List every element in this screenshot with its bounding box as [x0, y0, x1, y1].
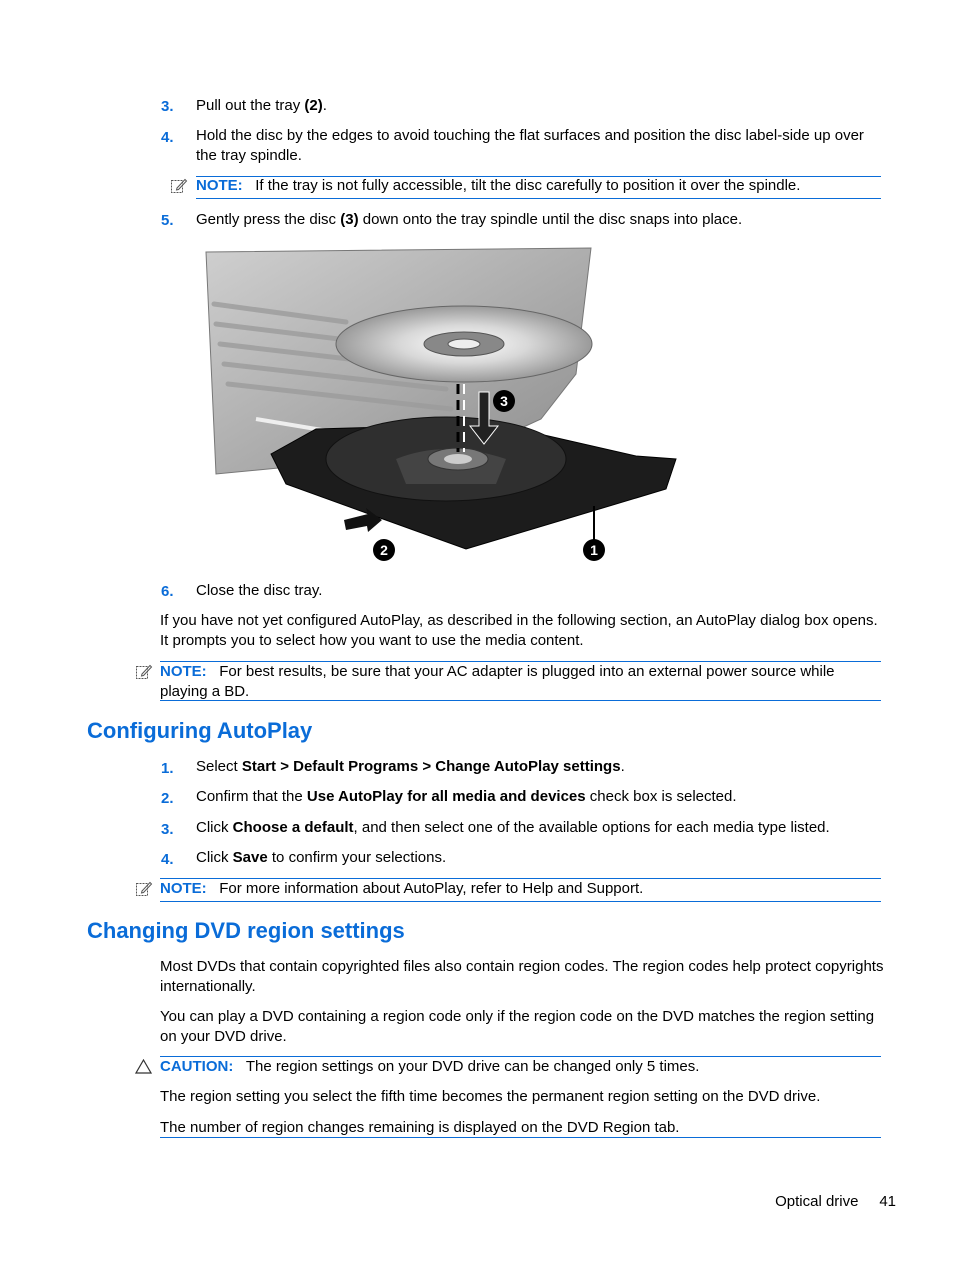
note-pencil-icon	[135, 663, 153, 681]
step-text	[196, 848, 886, 868]
step-text-part: .	[322, 97, 327, 114]
note-text	[160, 662, 885, 701]
note-body: If the tray is not fully accessible, tilt the disc carefully to position it over the spindle.	[255, 177, 801, 194]
note-label: NOTE:	[160, 663, 207, 680]
step-text	[196, 787, 886, 807]
step-text-part: Click	[196, 819, 233, 836]
step-text-bold: (2)	[304, 97, 323, 114]
step-text-part: Gently press the disc	[196, 211, 341, 228]
step-text	[196, 96, 886, 116]
step-number: 4.	[161, 851, 174, 868]
note-pencil-icon	[135, 880, 153, 898]
callout-3: 3	[500, 393, 508, 409]
step-number: 4.	[161, 129, 174, 146]
step-text-part: Pull out the tray	[196, 97, 305, 114]
footer-section: Optical drive	[775, 1193, 859, 1210]
step-text-part: , and then select one of the available options for each media type listed.	[353, 819, 830, 836]
paragraph: Most DVDs that contain copyrighted files also contain region codes. The region codes help protect copyrights internationally.	[160, 958, 884, 995]
step-text-bold: (3)	[340, 211, 359, 228]
step-text-bold: Use AutoPlay for all media and devices	[306, 788, 586, 805]
section-heading-dvd-region: Changing DVD region settings	[87, 918, 405, 943]
paragraph: If you have not yet configured AutoPlay, as described in the following section, an AutoPlay dialog box opens. It prompts you to select how you want to use the media content.	[160, 612, 878, 649]
note-rule-bottom	[196, 198, 881, 199]
note-body: For more information about AutoPlay, refer to Help and Support.	[219, 880, 644, 897]
page-number: 41	[879, 1193, 896, 1210]
step-text-bold: Choose a default	[232, 819, 354, 836]
section-heading-autoplay: Configuring AutoPlay	[87, 718, 313, 743]
note-label: NOTE:	[160, 880, 207, 897]
callout-2: 2	[380, 542, 388, 558]
step-text-part: down onto the tray spindle until the disc snaps into place.	[358, 211, 743, 228]
note-text	[160, 879, 885, 899]
step-text-bold: Start > Default Programs > Change AutoPlay settings	[241, 758, 621, 775]
step-text-part: Click	[196, 849, 233, 866]
note-text	[196, 176, 886, 196]
caution-rule-bottom	[160, 1137, 881, 1138]
note-rule-bottom	[160, 901, 881, 902]
step-number: 3.	[161, 821, 174, 838]
step-text-part: to confirm your selections.	[267, 849, 447, 866]
step-text-part: Select	[196, 758, 242, 775]
note-label: NOTE:	[196, 177, 243, 194]
note-rule-bottom	[160, 700, 881, 701]
step-text-part: Confirm that the	[196, 788, 307, 805]
step-text	[196, 757, 886, 777]
step-number: 2.	[161, 790, 174, 807]
step-text-part: check box is selected.	[585, 788, 737, 805]
paragraph: You can play a DVD containing a region code only if the region code on the DVD matches the region setting on your DVD drive.	[160, 1008, 875, 1045]
step-text: Hold the disc by the edges to avoid touching the flat surfaces and position the disc label-side up over the tray spindle.	[196, 127, 864, 164]
caution-body: The region settings on your DVD drive can be changed only 5 times.	[245, 1058, 700, 1075]
caution-text	[160, 1057, 885, 1077]
paragraph: The region setting you select the fifth time becomes the permanent region setting on the DVD drive.	[160, 1088, 821, 1105]
step-text	[196, 210, 886, 230]
note-body: For best results, be sure that your AC adapter is plugged into an external power source while playing a BD.	[160, 663, 835, 700]
step-text: Close the disc tray.	[196, 582, 323, 599]
step-number: 1.	[161, 760, 174, 777]
step-number: 5.	[161, 212, 174, 229]
step-number: 6.	[161, 583, 174, 600]
step-text-part: .	[620, 758, 625, 775]
paragraph: The number of region changes remaining is displayed on the DVD Region tab.	[160, 1119, 680, 1136]
step-text-bold: Save	[232, 849, 268, 866]
disc-tray-illustration	[196, 244, 686, 566]
step-number: 3.	[161, 98, 174, 115]
caution-label: CAUTION:	[160, 1058, 234, 1075]
caution-triangle-icon	[135, 1059, 152, 1074]
callout-1: 1	[590, 542, 598, 558]
step-text	[196, 818, 886, 838]
page-footer	[775, 1193, 896, 1210]
note-pencil-icon	[170, 177, 188, 195]
